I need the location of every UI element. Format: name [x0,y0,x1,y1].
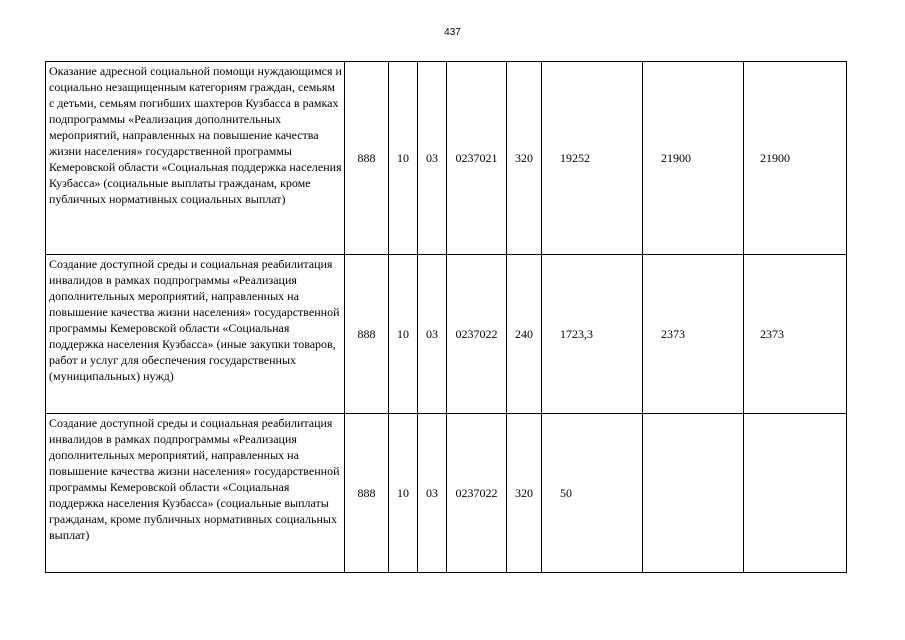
row-description: Создание доступной среды и социальная реабилитация инвалидов в рамках подпрограммы «Реализация дополнительных мероприятий, направленных на повышение качества жизни населения» государственной программы Кемеровской области «Социальная поддержка населения Кузбасса» (социальные выплаты гражданам, кроме публичных нормативных социальных выплат) [46,414,345,573]
amount-year-2 [643,414,744,573]
table-row [46,255,847,414]
expense-type-code: 240 [507,255,542,414]
subsection-code: 03 [418,62,447,255]
amount-year-3 [744,414,847,573]
amount-year-1: 50 [542,414,643,573]
page-number: 437 [444,27,461,38]
ministry-code: 888 [345,255,389,414]
amount-year-1: 1723,3 [542,255,643,414]
row-description: Оказание адресной социальной помощи нуждающимся и социально незащищенным категориям граждан, семьям с детьми, семьям погибших шахтеров Кузбасса в рамках подпрограммы «Реализация дополнительных мероприятий, направленных на повышение качества жизни населения» государственной программы Кемеровской области «Социальная поддержка населения Кузбасса» (социальные выплаты гражданам, кроме публичных нормативных социальных выплат) [46,62,345,255]
expense-type-code: 320 [507,62,542,255]
amount-year-2: 2373 [643,255,744,414]
section-code: 10 [389,414,418,573]
budget-table [45,61,847,573]
ministry-code: 888 [345,414,389,573]
section-code: 10 [389,255,418,414]
target-article-code: 0237022 [447,414,507,573]
expense-type-code: 320 [507,414,542,573]
subsection-code: 03 [418,255,447,414]
subsection-code: 03 [418,414,447,573]
target-article-code: 0237021 [447,62,507,255]
table-row [46,414,847,573]
amount-year-2: 21900 [643,62,744,255]
amount-year-3: 21900 [744,62,847,255]
table-row [46,62,847,255]
ministry-code: 888 [345,62,389,255]
amount-year-1: 19252 [542,62,643,255]
amount-year-3: 2373 [744,255,847,414]
section-code: 10 [389,62,418,255]
row-description: Создание доступной среды и социальная реабилитация инвалидов в рамках подпрограммы «Реализация дополнительных мероприятий, направленных на повышение качества жизни населения» государственной программы Кемеровской области «Социальная поддержка населения Кузбасса» (иные закупки товаров, работ и услуг для обеспечения государственных (муниципальных) нужд) [46,255,345,414]
target-article-code: 0237022 [447,255,507,414]
